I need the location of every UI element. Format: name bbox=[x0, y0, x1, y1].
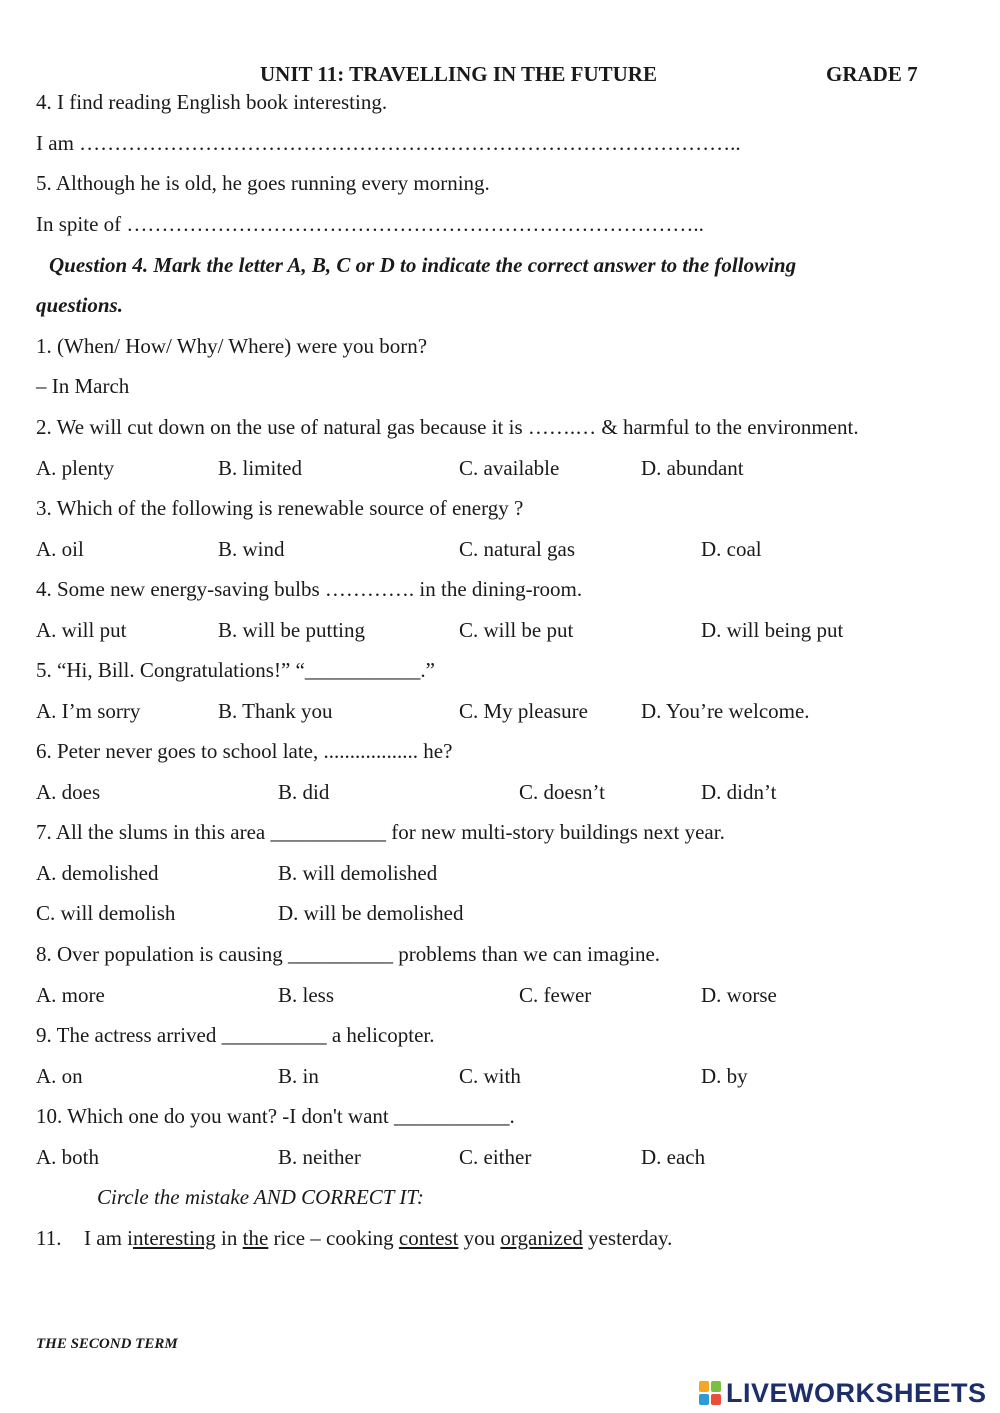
question-stem: 1. (When/ How/ Why/ Where) were you born? bbox=[36, 334, 428, 358]
option-d[interactable]: D. will be demolished bbox=[278, 901, 464, 925]
option-a[interactable]: A. more bbox=[36, 983, 105, 1007]
option-d[interactable]: D. will being put bbox=[701, 618, 844, 642]
question-stem: 5. “Hi, Bill. Congratulations!” “___________.” bbox=[36, 658, 435, 682]
mistake-instruction: Circle the mistake AND CORRECT IT: bbox=[97, 1185, 424, 1209]
liveworksheets-logo-text: LIVEWORKSHEETS bbox=[726, 1377, 987, 1408]
underlined-option-b[interactable]: the bbox=[242, 1226, 269, 1250]
option-b[interactable]: B. will be putting bbox=[218, 618, 365, 642]
rewrite-prompt-4: 4. I find reading English book interesting. bbox=[36, 90, 388, 114]
rewrite-answer-line-5[interactable]: In spite of ……………………………………………………………………….. bbox=[36, 212, 704, 236]
question-stem: 4. Some new energy-saving bulbs …………. in the dining-room. bbox=[36, 577, 583, 601]
underlined-option-d[interactable]: organized bbox=[500, 1226, 583, 1250]
option-b[interactable]: B. wind bbox=[218, 537, 285, 561]
option-a[interactable]: A. does bbox=[36, 780, 101, 804]
option-c[interactable]: C. fewer bbox=[519, 983, 592, 1007]
sentence-text: rice – cooking bbox=[268, 1226, 399, 1250]
option-d[interactable]: D. each bbox=[641, 1145, 706, 1169]
option-c[interactable]: C. will demolish bbox=[36, 901, 176, 925]
footer-term: THE SECOND TERM bbox=[36, 1336, 178, 1352]
option-d[interactable]: D. didn’t bbox=[701, 780, 777, 804]
option-c[interactable]: C. will be put bbox=[459, 618, 574, 642]
option-a[interactable]: A. I’m sorry bbox=[36, 699, 141, 723]
underlined-option-a[interactable]: nteresting bbox=[132, 1226, 216, 1250]
question-stem: 10. Which one do you want? -I don't want ___________. bbox=[36, 1104, 515, 1128]
rewrite-answer-line-4[interactable]: I am ………………………………………………………………………………….. bbox=[36, 131, 741, 155]
liveworksheets-logo-icon bbox=[698, 1380, 722, 1406]
option-b[interactable]: B. in bbox=[278, 1064, 319, 1088]
option-c[interactable]: C. with bbox=[459, 1064, 521, 1088]
question-stem: 3. Which of the following is renewable source of energy ? bbox=[36, 496, 524, 520]
sentence-text: I am i bbox=[84, 1226, 133, 1250]
option-b[interactable]: B. Thank you bbox=[218, 699, 333, 723]
option-d[interactable]: D. worse bbox=[701, 983, 777, 1007]
option-a[interactable]: A. on bbox=[36, 1064, 83, 1088]
question-answer: – In March bbox=[36, 374, 130, 398]
grade-label: GRADE 7 bbox=[826, 62, 918, 86]
option-a[interactable]: A. plenty bbox=[36, 456, 115, 480]
option-a[interactable]: A. oil bbox=[36, 537, 84, 561]
sentence-text: in bbox=[215, 1226, 243, 1250]
option-a[interactable]: A. demolished bbox=[36, 861, 159, 885]
option-d[interactable]: D. abundant bbox=[641, 456, 744, 480]
option-a[interactable]: A. will put bbox=[36, 618, 127, 642]
option-c[interactable]: C. either bbox=[459, 1145, 532, 1169]
sentence-text: yesterday. bbox=[582, 1226, 673, 1250]
option-c[interactable]: C. My pleasure bbox=[459, 699, 588, 723]
question-stem: 9. The actress arrived __________ a helicopter. bbox=[36, 1023, 435, 1047]
question-stem: 8. Over population is causing __________ problems than we can imagine. bbox=[36, 942, 661, 966]
option-c[interactable]: C. available bbox=[459, 456, 560, 480]
option-b[interactable]: B. limited bbox=[218, 456, 302, 480]
rewrite-prompt-5: 5. Although he is old, he goes running every morning. bbox=[36, 171, 490, 195]
page-title: UNIT 11: TRAVELLING IN THE FUTURE bbox=[260, 62, 657, 86]
option-c[interactable]: C. doesn’t bbox=[519, 780, 605, 804]
option-b[interactable]: B. did bbox=[278, 780, 330, 804]
sentence-text: you bbox=[458, 1226, 501, 1250]
question-4-heading: Question 4. Mark the letter A, B, C or D to indicate the correct answer to the following bbox=[49, 253, 797, 277]
question-stem: 6. Peter never goes to school late, .................. he? bbox=[36, 739, 453, 763]
question-4-heading-cont: questions. bbox=[36, 293, 123, 317]
question-stem: 2. We will cut down on the use of natural gas because it is …….… & harmful to the environment. bbox=[36, 415, 859, 439]
option-b[interactable]: B. will demolished bbox=[278, 861, 438, 885]
underlined-option-c[interactable]: contest bbox=[398, 1226, 459, 1250]
option-b[interactable]: B. neither bbox=[278, 1145, 361, 1169]
option-b[interactable]: B. less bbox=[278, 983, 335, 1007]
option-d[interactable]: D. by bbox=[701, 1064, 748, 1088]
question-stem: 7. All the slums in this area ___________ for new multi-story buildings next year. bbox=[36, 820, 725, 844]
liveworksheets-logo[interactable] bbox=[698, 1378, 987, 1408]
option-d[interactable]: D. You’re welcome. bbox=[641, 699, 810, 723]
mistake-sentence bbox=[84, 1226, 672, 1251]
mistake-number: 11. bbox=[36, 1226, 62, 1250]
option-a[interactable]: A. both bbox=[36, 1145, 99, 1169]
option-d[interactable]: D. coal bbox=[701, 537, 762, 561]
option-c[interactable]: C. natural gas bbox=[459, 537, 576, 561]
